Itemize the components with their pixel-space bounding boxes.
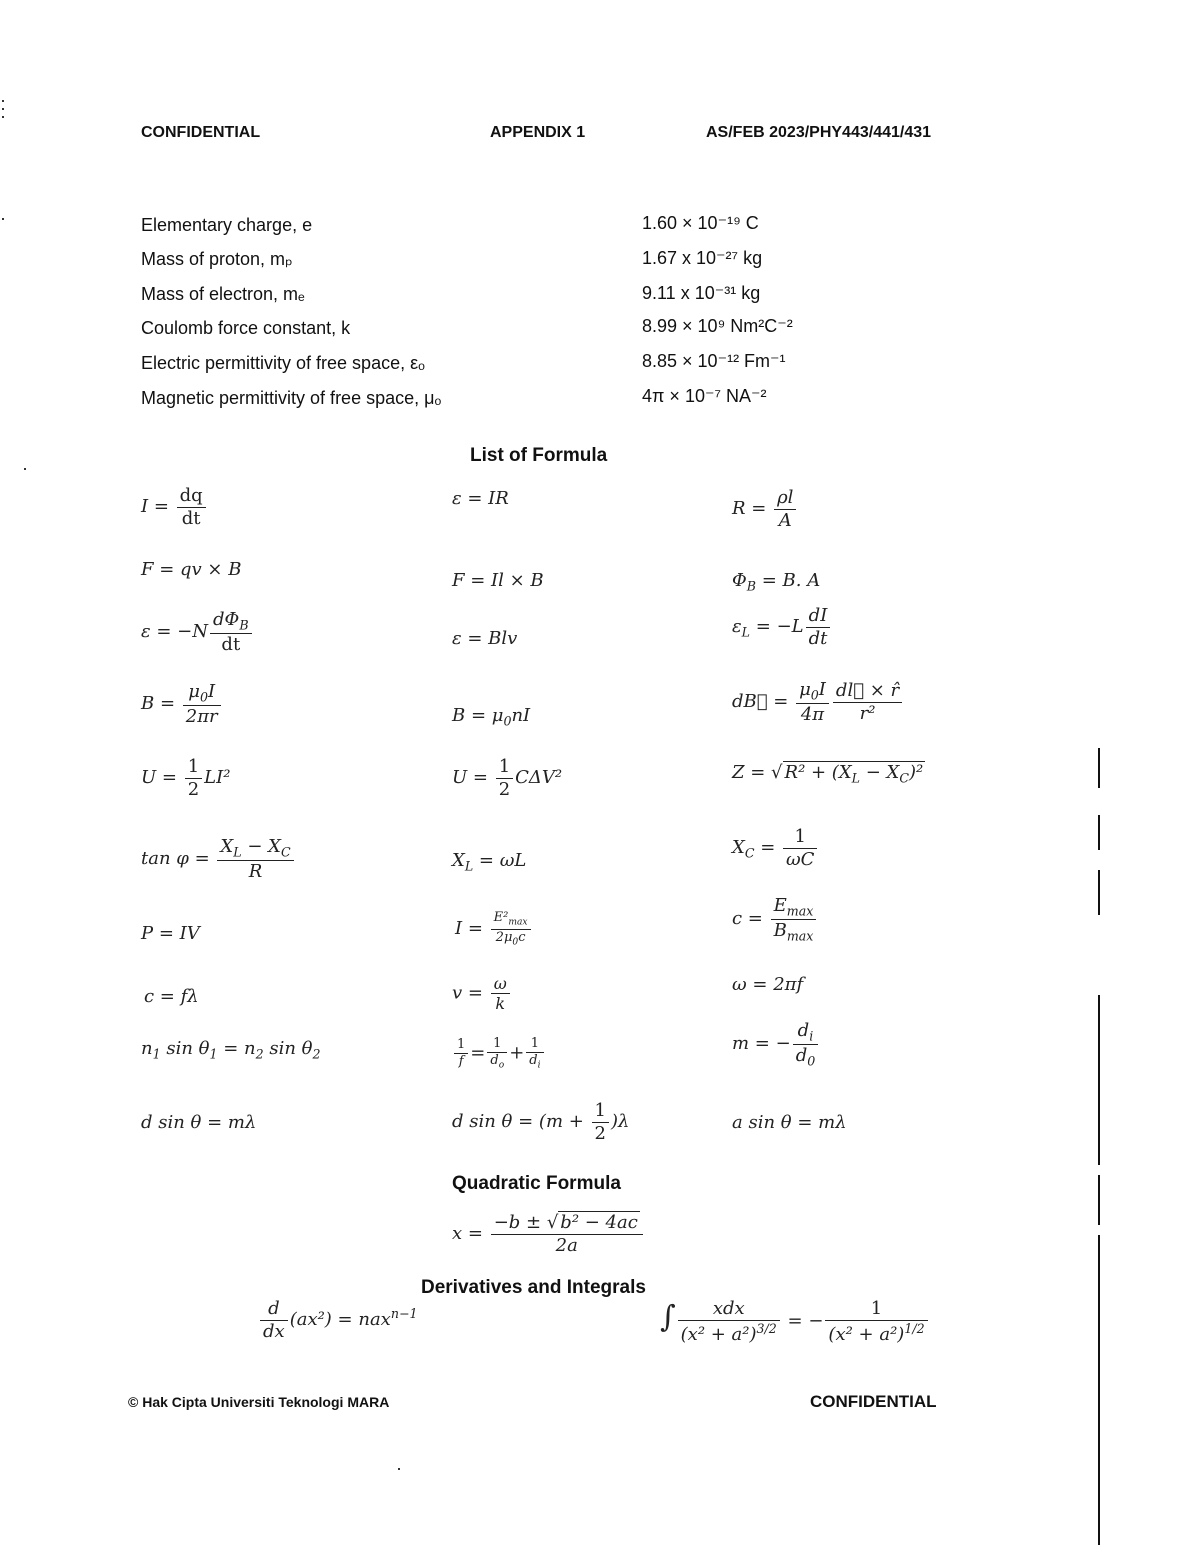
constant-value: 9.11 x 10⁻³¹ kg [642, 283, 761, 303]
formula-phase-velocity: v = $\frac{\omega}{k}$ [452, 974, 512, 1013]
section-title-formula: List of Formula [470, 445, 608, 466]
formula-capacitor-energy: U = $\frac{1}{2}$ CΔV² [452, 756, 563, 800]
formula-power: P = IV [141, 923, 200, 944]
formula-current: I = $\frac{dq}{dt}$ [141, 485, 208, 529]
constant-name: Coulomb force constant, k [141, 318, 351, 338]
scan-artifact-dot [2, 218, 4, 220]
section-title-derivatives: Derivatives and Integrals [421, 1277, 646, 1298]
constant-value: 4π × 10⁻⁷ NA⁻² [642, 386, 767, 406]
formula-snell: $n_1$ $\sin \theta_1 = n_2$ $\sin \theta_2$ [141, 1038, 321, 1062]
constant-value: 8.99 × 10⁹ Nm²C⁻² [642, 316, 793, 336]
formula-wave-speed-em: c = $\frac{E_{max}}{B_{max}}$ [732, 895, 818, 943]
formula-magnification: m = − $\frac{d_i}{d_0}$ [732, 1020, 820, 1068]
header-course-code: AS/FEB 2023/PHY443/441/431 [706, 124, 932, 141]
formula-wave-speed: c = fλ [144, 986, 199, 1007]
formula-angular-frequency: ω = 2πf [732, 974, 804, 995]
section-title-quadratic: Quadratic Formula [452, 1173, 621, 1194]
formula-force-wire: F = Il × B [452, 570, 544, 591]
constant-name: Electric permittivity of free space, εₒ [141, 353, 425, 373]
constant-name: Elementary charge, e [141, 215, 313, 235]
formula-bright-fringe: d sin θ = mλ [141, 1112, 257, 1133]
header-confidential: CONFIDENTIAL [141, 124, 261, 141]
formula-lens: $\frac{1}{f}$ = $\frac{1}{d_o}$ + $\frac{1}{d_i}$ [452, 1036, 546, 1071]
scan-artifact-line [1098, 748, 1100, 788]
scan-artifact-dot [2, 108, 4, 110]
scan-artifact-line [1098, 815, 1100, 850]
formula-inductive-reactance: $X_L = \omega L$ [452, 850, 527, 874]
footer-copyright: © Hak Cipta Universiti Teknologi MARA [128, 1394, 390, 1410]
footer-confidential: CONFIDENTIAL [810, 1392, 937, 1411]
scan-artifact-line [1098, 1235, 1100, 1545]
scan-artifact-dot [2, 100, 4, 102]
constant-value: 1.60 × 10⁻¹⁹ C [642, 213, 759, 233]
formula-b-solenoid: $B = \mu_0nI$ [452, 705, 531, 729]
formula-dark-fringe: d sin θ = (m + $\frac{1}{2}$ )λ [452, 1100, 630, 1144]
formula-capacitive-reactance: $X_C$ = $\frac{1}{\omega C}$ [732, 826, 819, 870]
formula-integral: ∫ $\frac{\text{xdx}}{(x^2 + a^2)^{3/2}}$ = − $\frac{1}{(x^2 + a^2)^{1/2}}$ [660, 1298, 930, 1345]
constant-name: Mass of proton, mₚ [141, 249, 293, 269]
scan-artifact-line [1098, 995, 1100, 1165]
formula-biot-savart: dB⃗ = $\frac{\mu_0I}{4\pi}$ $\frac{dl⃗ \times r̂}{\text{r²}}$ [732, 679, 904, 725]
formula-b-wire: B = $\frac{\mu_0I}{2\pi r}$ [141, 681, 223, 727]
scan-artifact-dot [2, 116, 4, 118]
formula-impedance: Z = √ $R^2 + (X_L - X_C)^2$ [732, 762, 924, 786]
formula-derivative: $\frac{d}{dx}$ (ax²) = nax$^{n-1}$ [258, 1298, 418, 1342]
formula-emf-ir: ε = IR [452, 488, 509, 509]
constant-value: 8.85 × 10⁻¹² Fm⁻¹ [642, 351, 786, 371]
formula-inductor-energy: U = $\frac{1}{2}$ LI² [141, 756, 231, 800]
formula-resistance: R = $\frac{\rho l}{A}$ [732, 487, 798, 531]
formula-self-inductance: $\varepsilon_L = -L$ $\frac{dI}{dt}$ [732, 605, 832, 649]
scan-artifact-dot [24, 468, 26, 470]
constant-name: Magnetic permittivity of free space, μₒ [141, 388, 442, 408]
formula-faraday: ε = −N $\frac{d\Phi_B}{dt}$ [141, 609, 254, 655]
scan-artifact-line [1098, 1175, 1100, 1225]
formula-force-charge: F = qv × B [141, 559, 242, 580]
formula-intensity: I = $\frac{E^2_{max}}{2\mu_0c}$ [455, 910, 533, 948]
formula-flux: $\Phi_B = B$. A [732, 570, 821, 594]
scan-artifact-line [1098, 870, 1100, 915]
formula-single-slit: a sin θ = mλ [732, 1112, 847, 1133]
header-appendix: APPENDIX 1 [490, 124, 586, 141]
formula-quadratic: x = $\frac{\text{−b ± √ b² − 4ac}}{2a}$ [452, 1212, 645, 1256]
constant-value: 1.67 x 10⁻²⁷ kg [642, 248, 763, 268]
scan-artifact-dot [398, 1468, 400, 1470]
formula-motional-emf: ε = Blv [452, 628, 518, 649]
formula-phase-angle: tan φ = $\frac{X_L - X_C}{R}$ [141, 836, 296, 882]
constant-name: Mass of electron, mₑ [141, 284, 305, 304]
